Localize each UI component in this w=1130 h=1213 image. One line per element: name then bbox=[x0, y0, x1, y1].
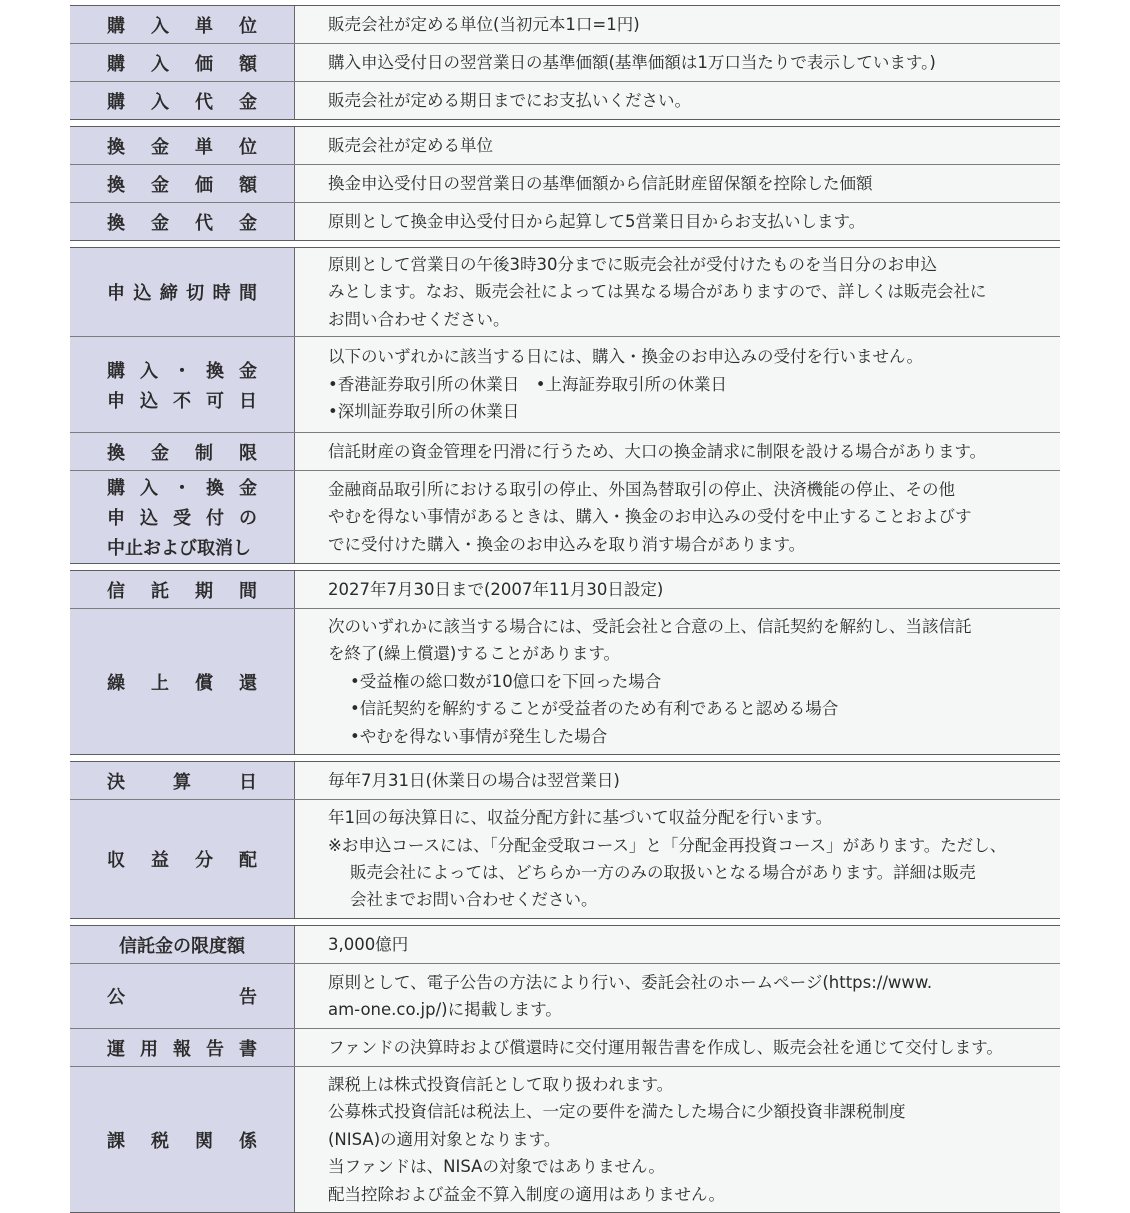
trust-period-label bbox=[70, 571, 295, 608]
row-purchase-payment bbox=[70, 81, 1060, 119]
early-redemption-label bbox=[70, 609, 295, 754]
purchase-payment-label bbox=[70, 82, 295, 119]
row-trust-limit bbox=[70, 926, 1060, 963]
redemption-price-value bbox=[295, 165, 1060, 202]
value-line: •受益権の総口数が10億口を下回った場合 bbox=[350, 671, 662, 691]
label-line: 換 金 単 位 bbox=[107, 136, 257, 158]
purchase-price-label bbox=[70, 44, 295, 81]
label-line: 購 入 ・ 換 金 bbox=[107, 360, 257, 382]
label-line: 購 入 代 金 bbox=[107, 91, 257, 113]
value-line: 公募株式投資信託は税法上、一定の要件を満たした場合に少額投資非課税制度 bbox=[328, 1102, 906, 1122]
redemption-unit-value bbox=[295, 127, 1060, 164]
value-line: 課税上は株式投資信託として取り扱われます。 bbox=[328, 1074, 674, 1094]
purchase-unit-value bbox=[295, 6, 1060, 43]
row-suspension-cancellation bbox=[70, 470, 1060, 563]
value-line: 原則として営業日の午後3時30分までに販売会社が受付けたものを当日分のお申込 bbox=[328, 254, 937, 274]
trust-limit-label bbox=[70, 926, 295, 963]
application-unavailable-days-label bbox=[70, 337, 295, 432]
value-line: 換金申込受付日の翌営業日の基準価額から信託財産留保額を控除した価額 bbox=[328, 173, 873, 193]
row-income-distribution bbox=[70, 799, 1060, 918]
label-line: 購 入 ・ 換 金 bbox=[107, 478, 257, 499]
value-line: を終了(繰上償還)することがあります。 bbox=[328, 644, 621, 664]
value-line: am-one.co.jp/)に掲載します。 bbox=[328, 1000, 562, 1019]
label-line: 信託金の限度額 bbox=[119, 935, 245, 957]
value-line: 販売会社によっては、どちらか一方のみの取扱いとなる場合があります。詳細は販売 bbox=[350, 863, 976, 882]
label-line: 公 告 bbox=[107, 987, 257, 1008]
value-line: 以下のいずれかに該当する日には、購入・換金のお申込みの受付を行いません。 bbox=[328, 347, 923, 367]
value-line: 販売会社が定める単位(当初元本1口=1円) bbox=[328, 14, 640, 34]
value-line: 2027年7月30日まで(2007年11月30日設定) bbox=[328, 579, 664, 599]
value-line: お問い合わせください。 bbox=[328, 309, 510, 329]
redemption-price-label bbox=[70, 165, 295, 202]
value-line: •やむを得ない事情が発生した場合 bbox=[350, 726, 608, 746]
public-notice-value bbox=[295, 964, 1060, 1028]
value-line: ファンドの決算時および償還時に交付運用報告書を作成し、販売会社を通じて交付します。 bbox=[328, 1037, 1003, 1057]
row-public-notice bbox=[70, 963, 1060, 1028]
row-redemption-unit bbox=[70, 127, 1060, 164]
row-redemption-limit bbox=[70, 432, 1060, 470]
value-line: ※お申込コースには、「分配金受取コース」と「分配金再投資コース」があります。ただし、 bbox=[328, 835, 1007, 855]
value-line: やむを得ない事情があるときは、購入・換金のお申込みの受付を中止することおよびす bbox=[328, 507, 972, 527]
value-line: 原則として換金申込受付日から起算して5営業日目からお支払いします。 bbox=[328, 211, 866, 231]
application-cutoff-value bbox=[295, 248, 1060, 336]
label-line: 決 算 日 bbox=[107, 771, 257, 793]
value-line: •深圳証券取引所の休業日 bbox=[328, 402, 520, 422]
redemption-unit-label bbox=[70, 127, 295, 164]
row-purchase-price bbox=[70, 43, 1060, 81]
row-taxation bbox=[70, 1066, 1060, 1212]
income-distribution-label bbox=[70, 800, 295, 918]
value-line: 次のいずれかに該当する場合には、受託会社と合意の上、信託契約を解約し、当該信託 bbox=[328, 616, 972, 636]
purchase-unit-label bbox=[70, 6, 295, 43]
value-line: •信託契約を解約することが受益者のため有利であると認める場合 bbox=[350, 699, 839, 719]
purchase-price-value bbox=[295, 44, 1060, 81]
value-line: でに受付けた購入・換金のお申込みを取り消す場合があります。 bbox=[328, 534, 806, 554]
redemption-limit-value bbox=[295, 433, 1060, 470]
section-settlement bbox=[70, 761, 1060, 919]
section-purchase bbox=[70, 5, 1060, 120]
value-line: 信託財産の資金管理を円滑に行うため、大口の換金請求に制限を設ける場合があります。 bbox=[328, 441, 987, 461]
settlement-date-value bbox=[295, 762, 1060, 799]
application-cutoff-label bbox=[70, 248, 295, 336]
application-unavailable-days-value bbox=[295, 337, 1060, 432]
trust-period-value bbox=[295, 571, 1060, 608]
taxation-value bbox=[295, 1067, 1060, 1212]
value-line: 原則として、電子公告の方法により行い、委託会社のホームページ(https://www. bbox=[328, 972, 933, 992]
trust-limit-value bbox=[295, 926, 1060, 963]
label-line: 繰 上 償 還 bbox=[107, 672, 257, 694]
section-redemption bbox=[70, 126, 1060, 241]
suspension-cancellation-value bbox=[295, 471, 1060, 563]
public-notice-label bbox=[70, 964, 295, 1028]
value-line: 当ファンドは、NISAの対象ではありません。 bbox=[328, 1157, 665, 1177]
operation-report-value bbox=[295, 1029, 1060, 1066]
row-application-unavailable-days bbox=[70, 336, 1060, 432]
label-line: 課 税 関 係 bbox=[107, 1130, 257, 1152]
operation-report-label bbox=[70, 1029, 295, 1066]
label-line: 申 込 締 切 時 間 bbox=[107, 283, 257, 304]
value-line: 購入申込受付日の翌営業日の基準価額(基準価額は1万口当たりで表示しています。) bbox=[328, 52, 936, 72]
value-line: 販売会社が定める期日までにお支払いください。 bbox=[328, 90, 691, 110]
value-line: 3,000億円 bbox=[328, 934, 409, 954]
redemption-payment-value bbox=[295, 203, 1060, 240]
value-line: 毎年7月31日(休業日の場合は翌営業日) bbox=[328, 770, 620, 790]
settlement-date-label bbox=[70, 762, 295, 799]
taxation-label bbox=[70, 1067, 295, 1212]
section-other bbox=[70, 925, 1060, 1213]
label-line: 運 用 報 告 書 bbox=[107, 1038, 257, 1060]
label-line: 換 金 制 限 bbox=[107, 442, 257, 464]
value-line: 金融商品取引所における取引の停止、外国為替取引の停止、決済機能の停止、その他 bbox=[328, 479, 955, 499]
value-line: (NISA)の適用対象となります。 bbox=[328, 1129, 561, 1149]
row-settlement-date bbox=[70, 762, 1060, 799]
row-operation-report bbox=[70, 1028, 1060, 1066]
label-line: 信 託 期 間 bbox=[107, 580, 257, 602]
value-line: 年1回の毎決算日に、収益分配方針に基づいて収益分配を行います。 bbox=[328, 808, 833, 828]
redemption-limit-label bbox=[70, 433, 295, 470]
section-term bbox=[70, 570, 1060, 755]
early-redemption-value bbox=[295, 609, 1060, 754]
value-line: 販売会社が定める単位 bbox=[328, 135, 493, 155]
row-early-redemption bbox=[70, 608, 1060, 754]
label-line: 購 入 単 位 bbox=[107, 15, 257, 37]
row-purchase-unit bbox=[70, 6, 1060, 43]
row-redemption-price bbox=[70, 164, 1060, 202]
label-line: 収 益 分 配 bbox=[107, 850, 257, 871]
label-line: 購 入 価 額 bbox=[107, 53, 257, 75]
purchase-payment-value bbox=[295, 82, 1060, 119]
income-distribution-value bbox=[295, 800, 1060, 918]
value-line: みとします。なお、販売会社によっては異なる場合がありますので、詳しくは販売会社に bbox=[328, 282, 987, 302]
label-line: 換 金 価 額 bbox=[107, 174, 257, 196]
label-line: 中止および取消し bbox=[107, 538, 251, 559]
value-line: 会社までお問い合わせください。 bbox=[350, 890, 598, 910]
value-line: •香港証券取引所の休業日 •上海証券取引所の休業日 bbox=[328, 374, 727, 394]
label-line: 申 込 不 可 日 bbox=[107, 390, 257, 412]
label-line: 換 金 代 金 bbox=[107, 212, 257, 234]
value-line: 配当控除および益金不算入制度の適用はありません。 bbox=[328, 1184, 725, 1204]
row-application-cutoff bbox=[70, 248, 1060, 336]
row-trust-period bbox=[70, 571, 1060, 608]
label-line: 申 込 受 付 の bbox=[107, 508, 257, 529]
redemption-payment-label bbox=[70, 203, 295, 240]
fund-terms-table bbox=[70, 5, 1060, 1213]
row-redemption-payment bbox=[70, 202, 1060, 240]
section-application bbox=[70, 247, 1060, 564]
suspension-cancellation-label bbox=[70, 471, 295, 563]
